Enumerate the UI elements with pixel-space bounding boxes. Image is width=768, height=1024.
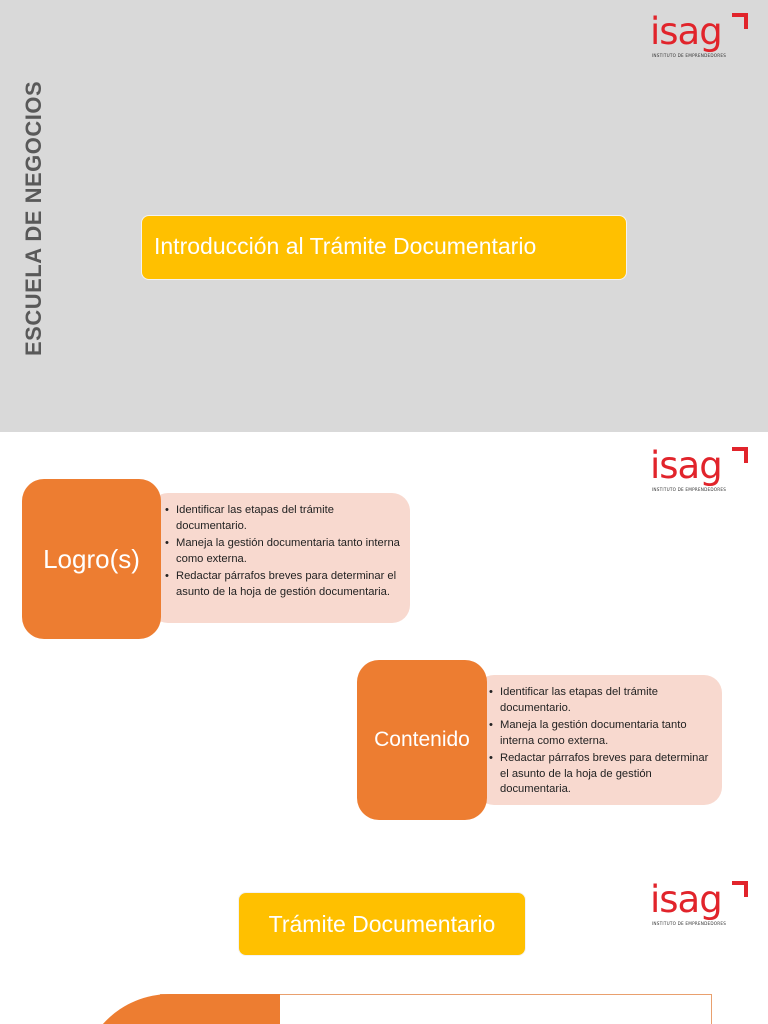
contenido-heading: Contenido	[374, 728, 470, 751]
logo-word: isag	[650, 10, 722, 53]
logo-corner-icon	[732, 881, 748, 897]
logo-word: isag	[650, 878, 722, 921]
logros-heading-box	[22, 479, 161, 639]
orange-decoration-shape	[80, 994, 280, 1024]
contenido-heading-box	[357, 660, 487, 820]
slide-3-title: Trámite Documentario	[238, 892, 526, 956]
slide-2	[0, 432, 768, 852]
logo-tagline: INSTITUTO DE EMPRENDEDORES	[652, 487, 727, 492]
isag-logo	[650, 444, 754, 496]
contenido-list	[488, 685, 714, 798]
logo-corner-icon	[732, 447, 748, 463]
list-item: • Maneja la gestión documentaria tanto interna como externa.	[164, 536, 400, 567]
list-item: • Redactar párrafos breves para determinar el asunto de la hoja de gestión documentaria.	[164, 569, 400, 600]
logo-tagline: INSTITUTO DE EMPRENDEDORES	[652, 921, 727, 926]
isag-logo	[650, 10, 754, 62]
logros-list-box	[150, 493, 410, 623]
school-label: ESCUELA DE NEGOCIOS	[21, 80, 46, 356]
list-item: • Identificar las etapas del trámite documentario.	[488, 685, 714, 716]
logros-heading: Logro(s)	[43, 543, 140, 574]
slide-1	[0, 0, 768, 432]
logo-corner-icon	[732, 13, 748, 29]
list-item: • Redactar párrafos breves para determinar el asunto de la hoja de gestión documentaria.	[488, 751, 714, 798]
logo-tagline: INSTITUTO DE EMPRENDEDORES	[652, 53, 727, 58]
list-item: • Maneja la gestión documentaria tanto interna como externa.	[488, 718, 714, 749]
logros-list	[164, 503, 400, 600]
contenido-list-box	[476, 675, 722, 805]
list-item: • Identificar las etapas del trámite documentario.	[164, 503, 400, 534]
logo-word: isag	[650, 444, 722, 487]
slide-3	[0, 852, 768, 1024]
isag-logo	[650, 878, 754, 930]
slide-1-title: Introducción al Trámite Documentario	[141, 215, 627, 280]
